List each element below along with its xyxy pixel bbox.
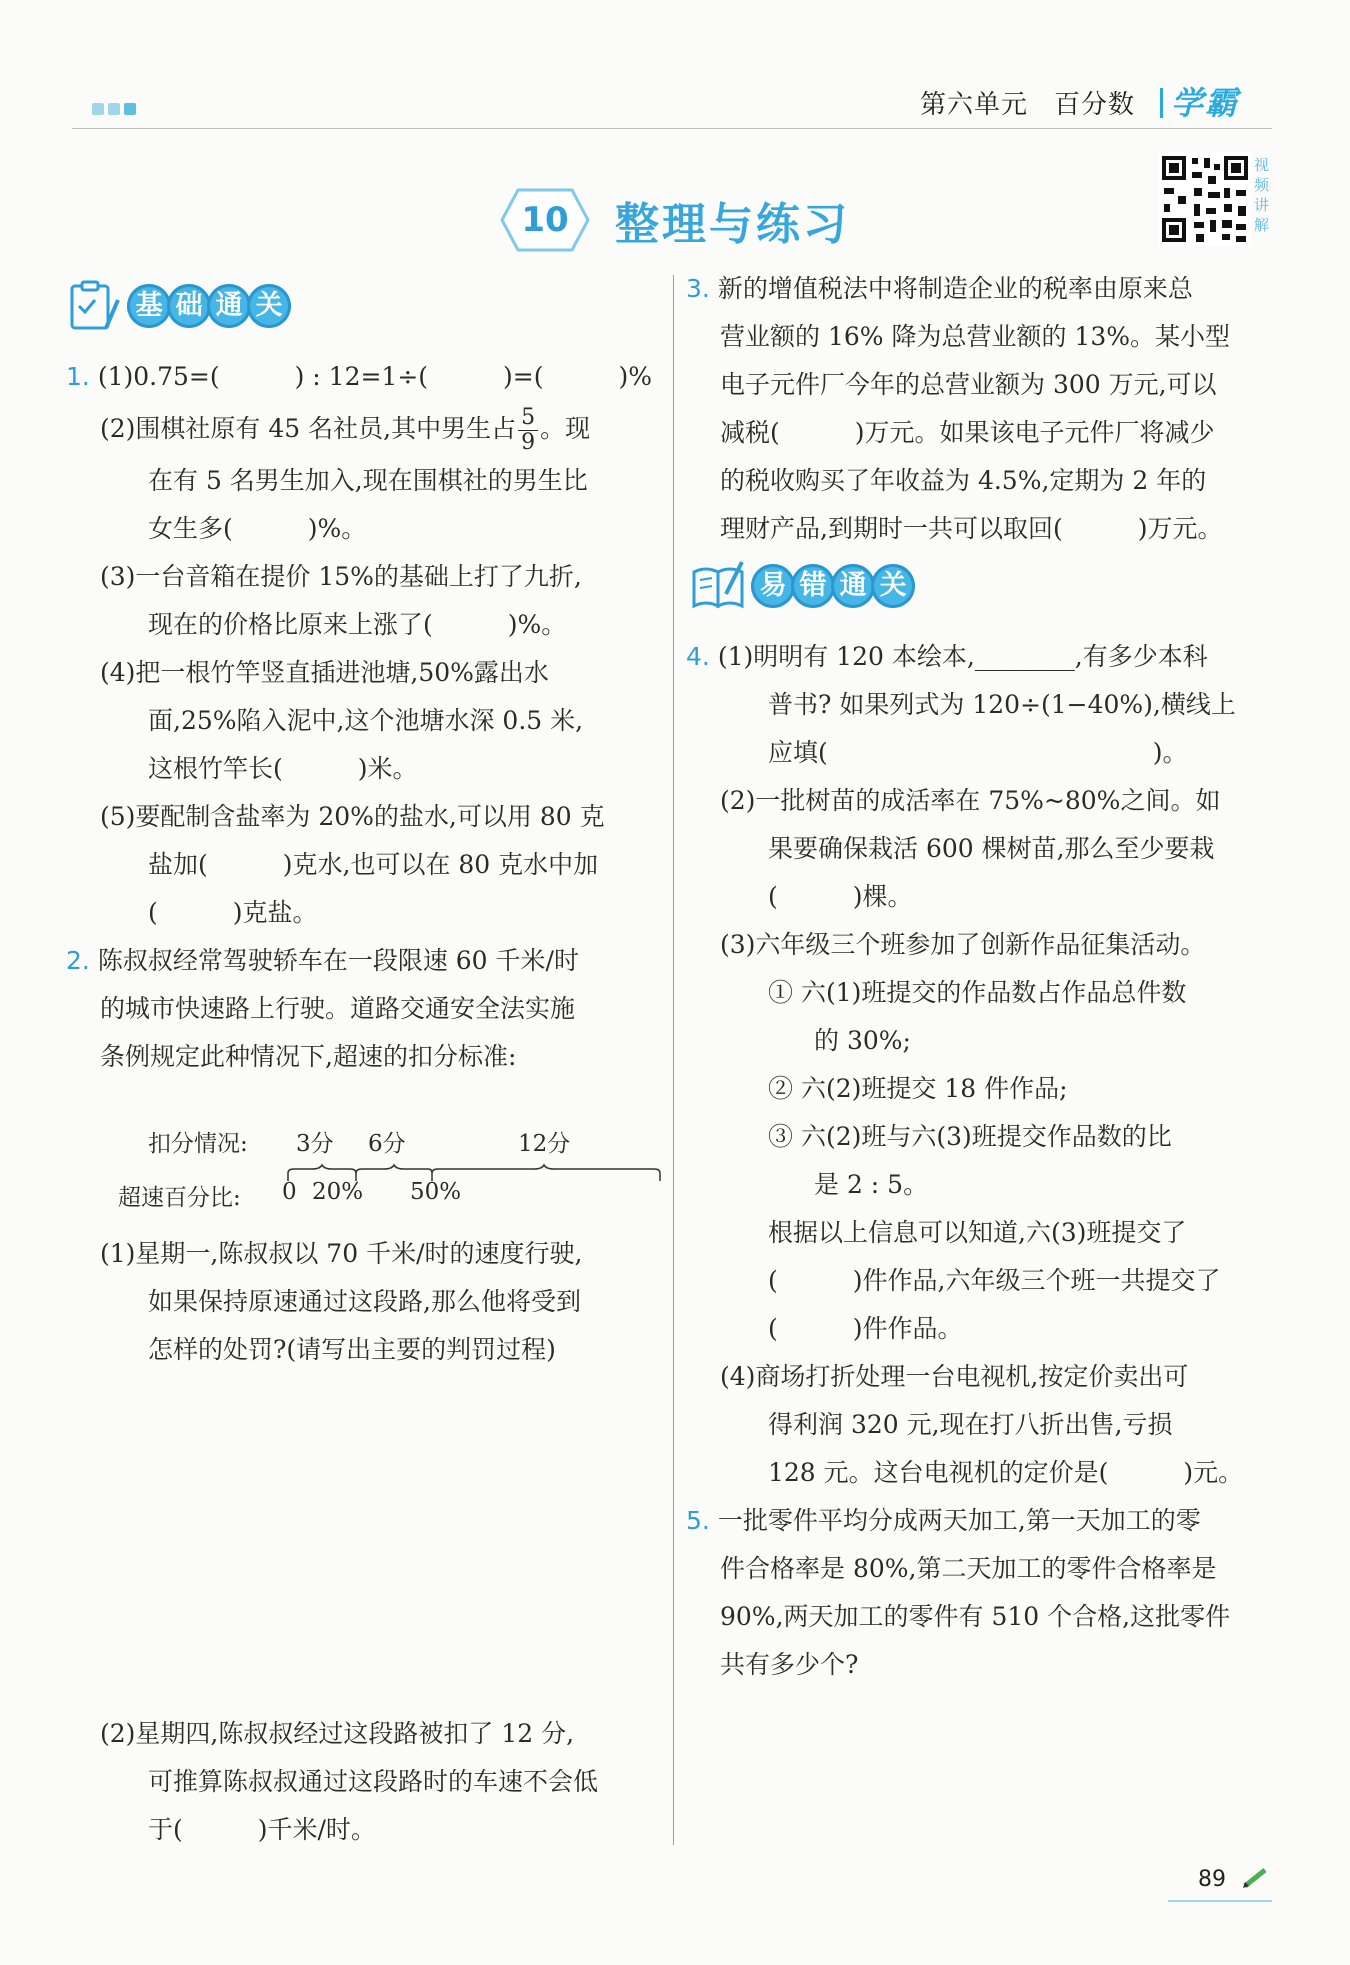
q2-sub1 bbox=[66, 1230, 666, 1374]
q1-part4-line2: 面,25%陷入泥中,这个池塘水深 0.5 米, bbox=[148, 706, 584, 735]
q4-part2: (2)一批树苗的成活率在 75%~80%之间。如 bbox=[720, 786, 1221, 815]
title-char-bubble: 通 bbox=[207, 284, 251, 328]
title-char-bubble: 关 bbox=[247, 284, 291, 328]
q1-part5-line2: 盐加( )克水,也可以在 80 克水中加 bbox=[148, 850, 599, 879]
footer-rule bbox=[1168, 1900, 1272, 1902]
q1-part2-line2: 在有 5 名男生加入,现在围棋社的男生比 bbox=[148, 466, 588, 495]
title-char-bubble: 通 bbox=[831, 564, 875, 608]
q4-part1-line3: 应填( )。 bbox=[768, 738, 1188, 767]
q4-part1-line2: 普书? 如果列式为 120÷(1−40%),横线上 bbox=[768, 690, 1236, 719]
q2-sub1-line3: 怎样的处罚?(请写出主要的判罚过程) bbox=[148, 1335, 556, 1364]
q2-line2: 的城市快速路上行驶。道路交通安全法实施 bbox=[100, 994, 576, 1023]
q1-part5: (5)要配制含盐率为 20%的盐水,可以用 80 克 bbox=[100, 802, 605, 831]
checklist-icon bbox=[66, 278, 122, 334]
q3-line3: 电子元件厂今年的总营业额为 300 万元,可以 bbox=[720, 370, 1217, 399]
q4-part2-line3: ( )棵。 bbox=[768, 882, 913, 911]
q1-part2-line3: 女生多( )%。 bbox=[148, 514, 367, 543]
tick-0: 0 bbox=[282, 1179, 297, 1205]
q4-q5 bbox=[686, 633, 1286, 1689]
lesson-title: 整理与练习 bbox=[615, 199, 850, 250]
q4-part3-conclusion2: ( )件作品,六年级三个班一共提交了 bbox=[768, 1266, 1221, 1295]
penalty-label: 扣分情况: bbox=[148, 1131, 248, 1157]
lesson-number-badge: 10 bbox=[500, 188, 590, 252]
q1-part5-line3: ( )克盐。 bbox=[148, 898, 318, 927]
q4-part3-item3-line2: 是 2 : 5。 bbox=[814, 1170, 929, 1199]
q4-part4: (4)商场打折处理一台电视机,按定价卖出可 bbox=[720, 1362, 1189, 1391]
brand-logo: 学霸 bbox=[1160, 78, 1239, 124]
qr-label: 视频讲解 bbox=[1254, 156, 1270, 234]
q1-part4: (4)把一根竹竿竖直插进池塘,50%露出水 bbox=[100, 658, 549, 687]
q4-part4-line3: 128 元。这台电视机的定价是( )元。 bbox=[768, 1458, 1244, 1487]
section-error-title bbox=[751, 570, 911, 601]
q1-part3-line2: 现在的价格比原来上涨了( )%。 bbox=[148, 610, 567, 639]
q4-part4-line2: 得利润 320 元,现在打八折出售,亏损 bbox=[768, 1410, 1173, 1439]
q5-line2: 件合格率是 80%,第二天加工的零件合格率是 bbox=[720, 1554, 1217, 1583]
q4-part3-item1: ① 六(1)班提交的作品数占作品总件数 bbox=[768, 978, 1187, 1007]
q4-part3-item3: ③ 六(2)班与六(3)班提交作品数的比 bbox=[768, 1122, 1172, 1151]
q3-line5: 的税收购买了年收益为 4.5%,定期为 2 年的 bbox=[720, 466, 1207, 495]
left-column bbox=[66, 353, 666, 1081]
q2-sub2-line1: (2)星期四,陈叔叔经过这段路被扣了 12 分, bbox=[100, 1719, 575, 1748]
penalty-diagram bbox=[110, 1125, 670, 1220]
title-char-bubble: 础 bbox=[167, 284, 211, 328]
q4-part3-item1-line2: 的 30%; bbox=[814, 1026, 911, 1055]
q2-sub2-line2: 可推算陈叔叔通过这段路时的车速不会低 bbox=[148, 1767, 599, 1796]
tick-50: 50% bbox=[410, 1179, 462, 1205]
q1-part3: (3)一台音箱在提价 15%的基础上打了九折, bbox=[100, 562, 582, 591]
qr-code-icon[interactable] bbox=[1158, 152, 1252, 246]
q4-part3-conclusion1: 根据以上信息可以知道,六(3)班提交了 bbox=[768, 1218, 1187, 1247]
q4-part3: (3)六年级三个班参加了创新作品征集活动。 bbox=[720, 930, 1206, 959]
q5-line4: 共有多少个? bbox=[720, 1650, 859, 1679]
section-basic-header bbox=[66, 278, 287, 334]
q1-line1: 1. (1)0.75=( ) : 12=1÷( )=( )% bbox=[66, 362, 652, 391]
q5-line3: 90%,两天加工的零件有 510 个合格,这批零件 bbox=[720, 1602, 1231, 1631]
column-divider bbox=[673, 275, 674, 1845]
q2-line3: 条例规定此种情况下,超速的扣分标准: bbox=[100, 1042, 517, 1071]
q4-part3-item2: ② 六(2)班提交 18 件作品; bbox=[768, 1074, 1068, 1103]
q3-line4: 减税( )万元。如果该电子元件厂将减少 bbox=[720, 418, 1215, 447]
q3-line2: 营业额的 16% 降为总营业额的 13%。某小型 bbox=[720, 322, 1230, 351]
q2-line1: 2. 陈叔叔经常驾驶轿车在一段限速 60 千米/时 bbox=[66, 946, 579, 975]
q2-sub1-line2: 如果保持原速通过这段路,那么他将受到 bbox=[148, 1287, 581, 1316]
tick-20: 20% bbox=[312, 1179, 364, 1205]
title-char-bubble: 基 bbox=[127, 284, 171, 328]
open-book-icon bbox=[690, 558, 746, 614]
header-decoration bbox=[92, 100, 152, 114]
overspeed-label: 超速百分比: bbox=[118, 1185, 241, 1211]
fraction: $\frac{5}{9}$ bbox=[518, 406, 538, 455]
penalty-3: 3分 bbox=[296, 1131, 334, 1157]
q2-sub2-line3: 于( )千米/时。 bbox=[148, 1815, 376, 1844]
section-basic-title bbox=[127, 290, 287, 321]
q3-line6: 理财产品,到期时一共可以取回( )万元。 bbox=[720, 514, 1223, 543]
penalty-12: 12分 bbox=[518, 1131, 571, 1157]
section-error-header bbox=[690, 558, 911, 614]
title-char-bubble: 易 bbox=[751, 564, 795, 608]
q2-sub1-line1: (1)星期一,陈叔叔以 70 千米/时的速度行驶, bbox=[100, 1239, 583, 1268]
header-rule bbox=[72, 128, 1272, 129]
q1-part4-line3: 这根竹竿长( )米。 bbox=[148, 754, 418, 783]
title-char-bubble: 错 bbox=[791, 564, 835, 608]
q4-part2-line2: 果要确保栽活 600 棵树苗,那么至少要栽 bbox=[768, 834, 1215, 863]
title-char-bubble: 关 bbox=[871, 564, 915, 608]
q4-part3-conclusion3: ( )件作品。 bbox=[768, 1314, 963, 1343]
q1-part2: (2)围棋社原有 45 名社员,其中男生占 $\frac{5}{9}$ 。现 bbox=[100, 405, 591, 455]
page-number: 89 bbox=[1198, 1866, 1271, 1892]
q3 bbox=[686, 265, 1286, 553]
penalty-6: 6分 bbox=[368, 1131, 406, 1157]
q3-line1: 3. 新的增值税法中将制造企业的税率由原来总 bbox=[686, 274, 1193, 303]
q4-line1: 4. (1)明明有 120 本绘本,________,有多少本科 bbox=[686, 642, 1208, 671]
pencil-icon bbox=[1241, 1866, 1271, 1890]
q5-line1: 5. 一批零件平均分成两天加工,第一天加工的零 bbox=[686, 1506, 1201, 1535]
header-unit: 第六单元 百分数 bbox=[920, 90, 1136, 120]
q2-sub2 bbox=[66, 1710, 666, 1854]
